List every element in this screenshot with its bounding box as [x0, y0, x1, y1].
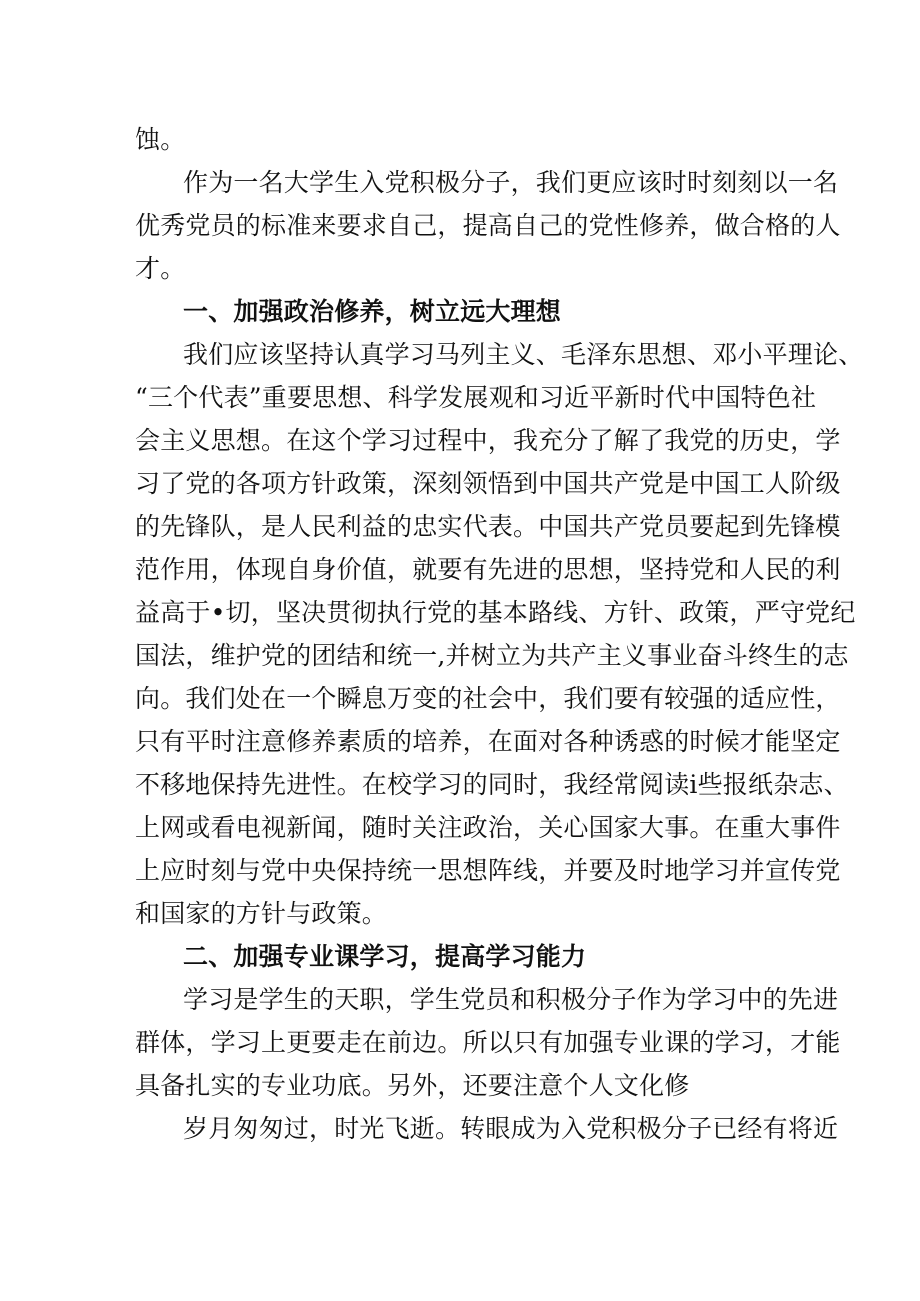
- text-line: [0, 507, 920, 547]
- text-line: [0, 722, 920, 762]
- line-text: 益高于•切，坚决贯彻执行党的基本路线、方针、政策，严守党纪: [135, 598, 856, 627]
- line-text: 不移地保持先进性。在校学习的同时，我经常阅读i些报纸杂志、: [135, 770, 849, 799]
- section-heading-1: [0, 292, 920, 332]
- heading-text: 一、加强政治修养，树立远大理想: [183, 297, 562, 326]
- text-line: [0, 378, 920, 418]
- line-text: 习了党的各项方针政策，深刻领悟到中国共产党是中国工人阶级: [135, 469, 841, 498]
- text-line: [0, 550, 920, 590]
- text-line: [0, 679, 920, 719]
- text-line: [0, 421, 920, 461]
- line-text: “三个代表”重要思想、科学发展观和习近平新时代中国特色社: [135, 383, 817, 412]
- text-line: [0, 249, 920, 289]
- text-line: [0, 120, 920, 160]
- text-line: [0, 1066, 920, 1106]
- text-line: [0, 636, 920, 676]
- text-line: [0, 464, 920, 504]
- line-text: 和国家的方针与政策。: [135, 899, 388, 928]
- line-text: 上网或看电视新闻，随时关注政治，关心国家大事。在重大事件: [135, 813, 841, 842]
- line-text: 岁月匆匆过，时光飞逝。转眼成为入党积极分子已经有将近: [183, 1114, 839, 1143]
- line-text: 只有平时注意修养素质的培养，在面对各种诱惑的时候才能坚定: [135, 727, 841, 756]
- line-text: 国法，维护党的团结和统一,并树立为共产主义事业奋斗终生的志: [135, 641, 849, 670]
- text-line: [0, 894, 920, 934]
- line-text: 群体，学习上更要走在前边。所以只有加强专业课的学习，才能: [135, 1028, 841, 1057]
- paragraph-first-line: [0, 163, 920, 203]
- line-text: 上应时刻与党中央保持统一思想阵线，并要及时地学习并宣传党: [135, 856, 841, 885]
- paragraph-first-line: [0, 1109, 920, 1149]
- line-text: 范作用，体现自身价值，就要有先进的思想，坚持党和人民的利: [135, 555, 841, 584]
- text-line: [0, 206, 920, 246]
- line-text: 学习是学生的天职，学生党员和积极分子作为学习中的先进: [183, 985, 839, 1014]
- text-line: [0, 851, 920, 891]
- line-text: 我们应该坚持认真学习马列主义、毛泽东思想、邓小平理论、: [183, 340, 864, 369]
- line-text: 会主义思想。在这个学习过程中，我充分了解了我党的历史，学: [135, 426, 841, 455]
- line-text: 具备扎实的专业功底。另外，还要注意个人文化修: [135, 1071, 690, 1100]
- line-text: 才。: [135, 254, 186, 283]
- paragraph-first-line: [0, 980, 920, 1020]
- heading-text: 二、加强专业课学习，提高学习能力: [183, 942, 587, 971]
- line-text: 蚀。: [135, 125, 186, 154]
- text-line: [0, 808, 920, 848]
- line-text: 作为一名大学生入党积极分子，我们更应该时时刻刻以一名: [183, 168, 839, 197]
- text-line: [0, 1023, 920, 1063]
- line-text: 向。我们处在一个瞬息万变的社会中，我们要有较强的适应性，: [135, 684, 841, 713]
- paragraph-first-line: [0, 335, 920, 375]
- line-text: 的先锋队，是人民利益的忠实代表。中国共产党员要起到先锋模: [135, 512, 841, 541]
- text-line: [0, 765, 920, 805]
- section-heading-2: [0, 937, 920, 977]
- line-text: 优秀党员的标准来要求自己，提高自己的党性修养，做合格的人: [135, 211, 841, 240]
- text-line: [0, 593, 920, 633]
